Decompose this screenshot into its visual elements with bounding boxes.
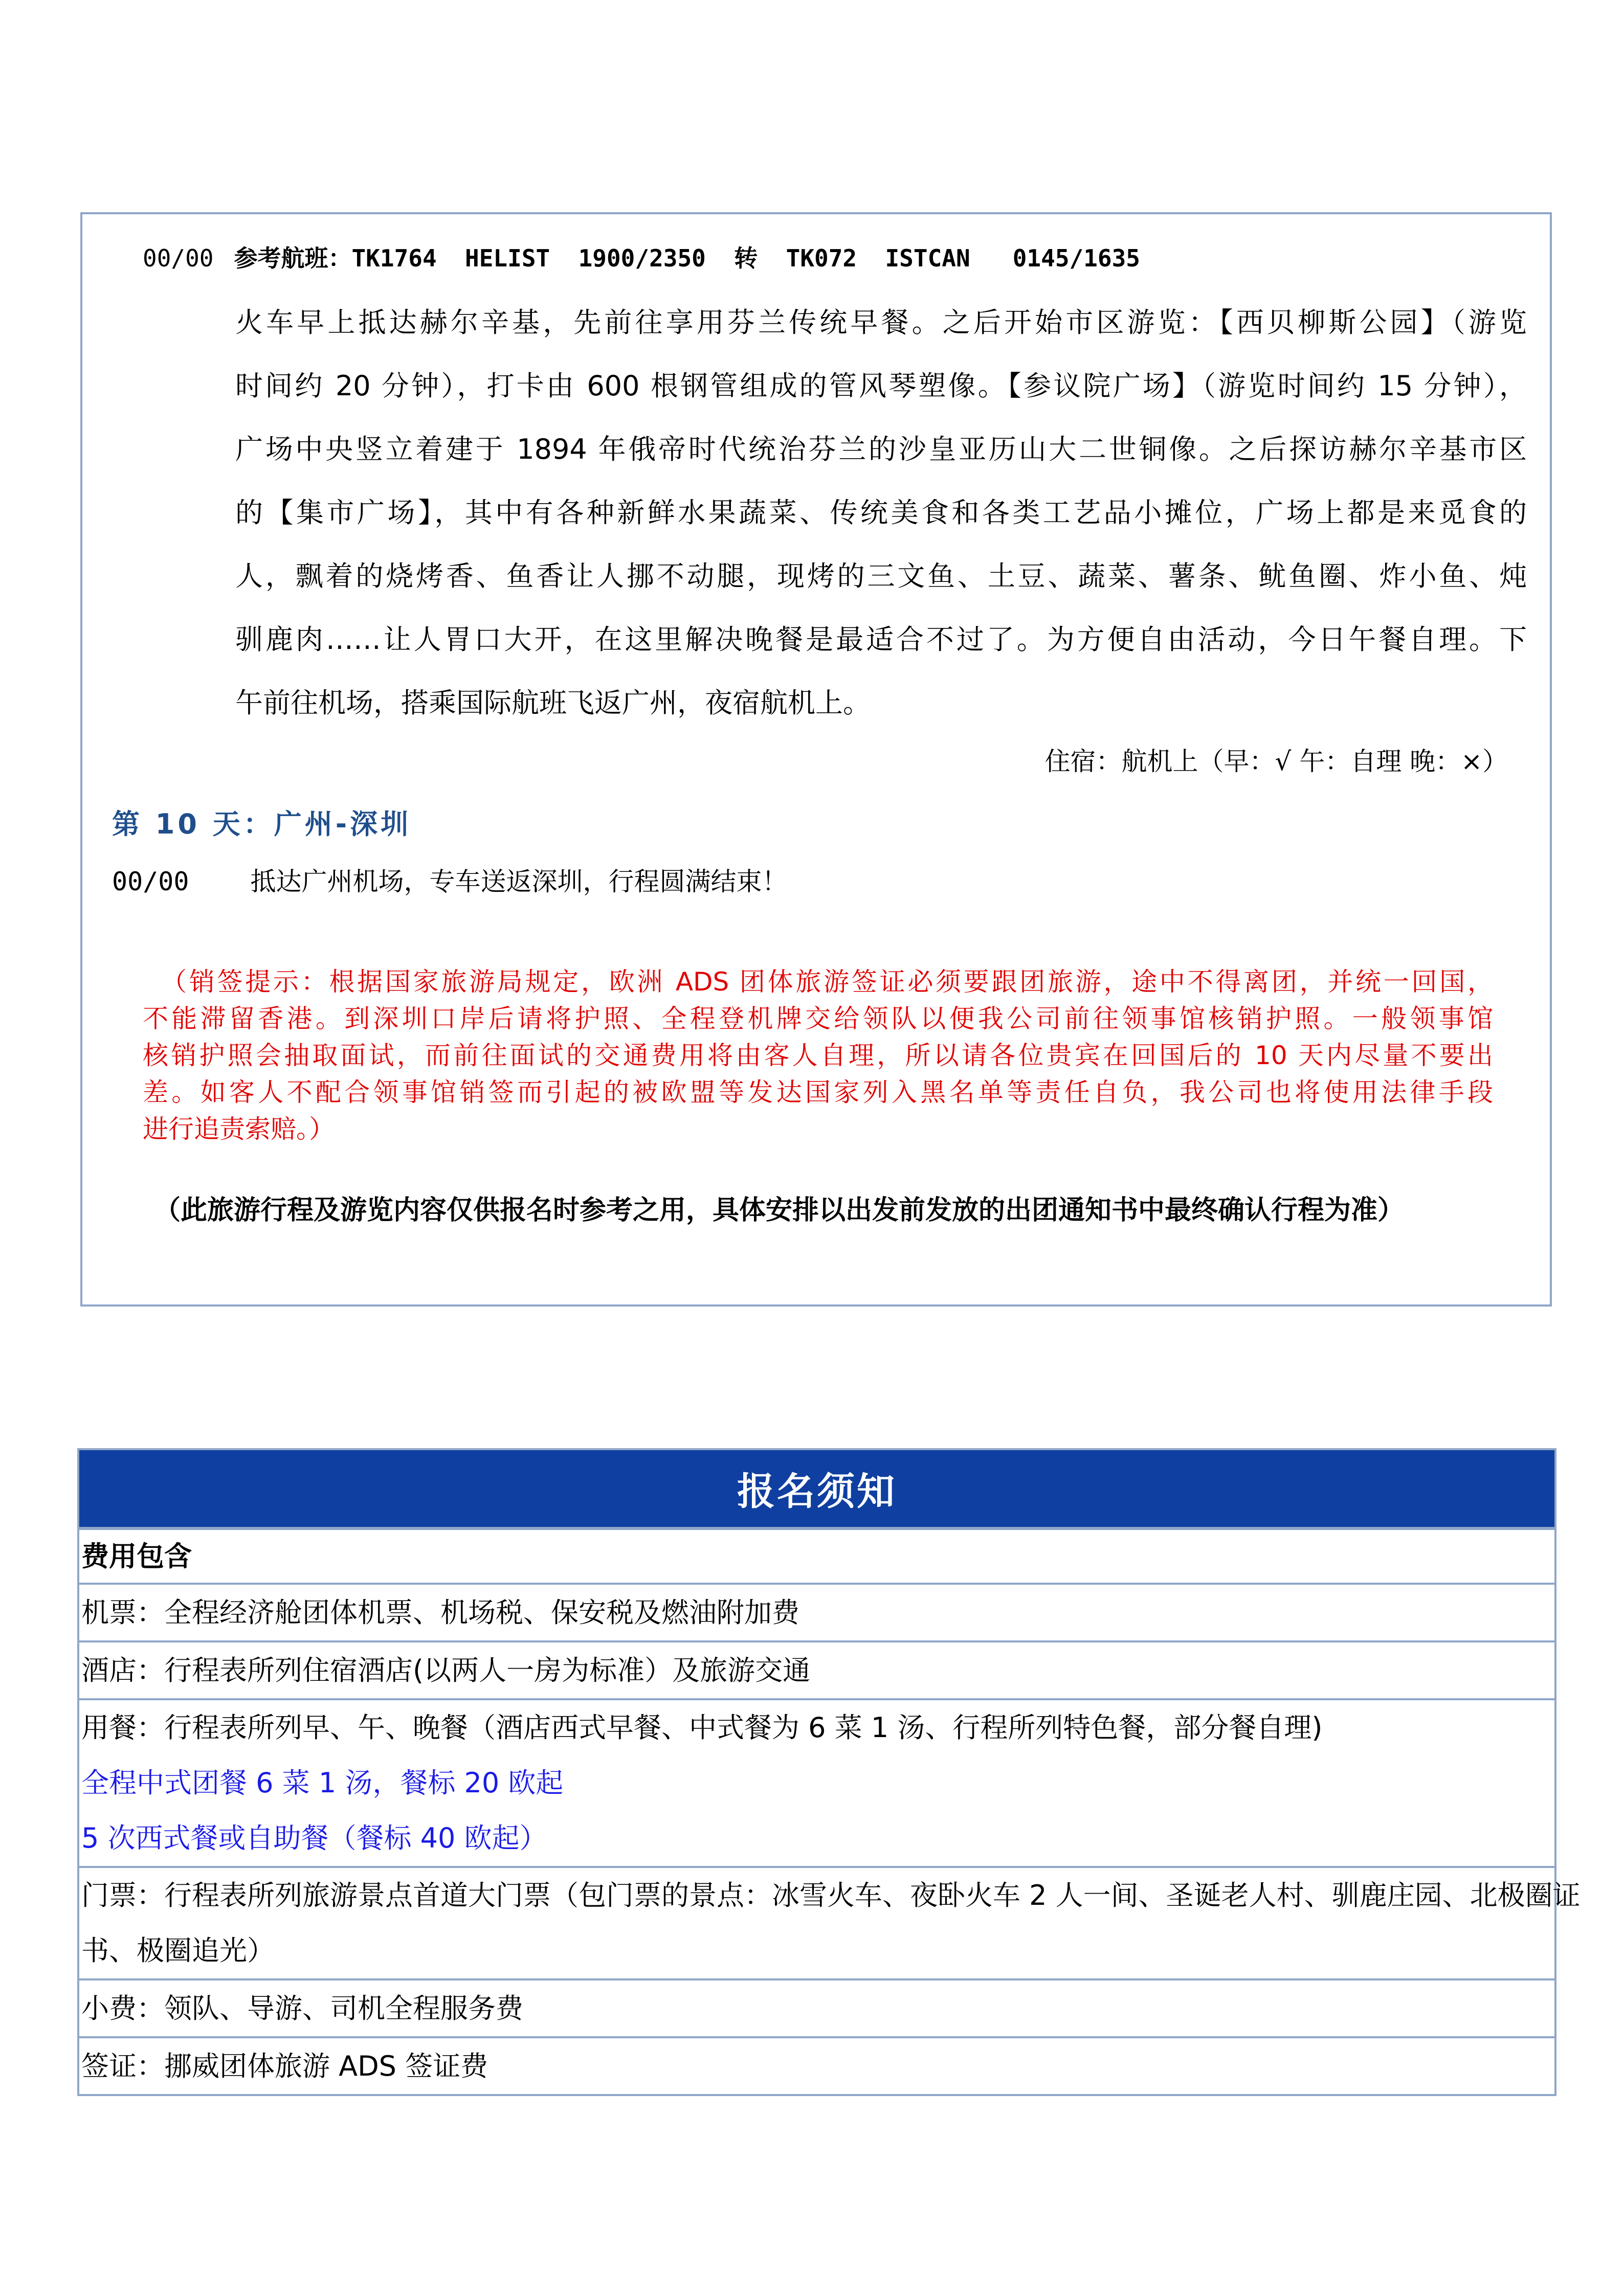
- description-line: 驯鹿肉……让人胃口大开，在这里解决晚餐是最适合不过了。为方便自由活动，今日午餐自理。下: [235, 623, 1527, 656]
- row-visa: 签证：挪威团体旅游 ADS 签证费: [79, 2036, 1554, 2094]
- tickets-text: 门票：行程表所列旅游景点首道大门票（包门票的景点：冰雪火车、夜卧火车 2 人一间、圣诞老人村、驯鹿庄园、北极圈证: [81, 1879, 1581, 1911]
- description-line: 广场中央竖立着建于 1894 年俄帝时代统治芬兰的沙皇亚历山大二世铜像。之后探访赫尔辛基市区: [235, 433, 1527, 465]
- flight-codes: TK1764 HELIST 1900/2350 转 TK072 ISTCAN 0145/1635: [351, 244, 1140, 272]
- row-meals: [79, 1698, 1554, 1866]
- flight-label: 参考航班：: [234, 244, 352, 272]
- description-line: 时间约 20 分钟），打卡由 600 根钢管组成的管风琴塑像。【参议院广场】（游览时间约 15 分钟），: [235, 370, 1527, 402]
- registration-title: 报名须知: [79, 1450, 1554, 1527]
- description-line: 午前往机场，搭乘国际航班飞返广州，夜宿航机上。: [235, 687, 871, 719]
- tickets-text-continued: 书、极圈追光）: [81, 1934, 275, 1967]
- meals-note-western: 5 次西式餐或自助餐（餐标 40 欧起）: [81, 1822, 547, 1854]
- day9-description: [235, 291, 1527, 735]
- itinerary-disclaimer: （此旅游行程及游览内容仅供报名时参考之用，具体安排以出发前发放的出团通知书中最终确认行程为准）: [154, 1195, 1405, 1226]
- notice-line: 核销护照会抽取面试，而前往面试的交通费用将由客人自理，所以请各位贵宾在回国后的 10 天内尽量不要出: [143, 1041, 1493, 1070]
- notice-line: （销签提示：根据国家旅游局规定，欧洲 ADS 团体旅游签证必须要跟团旅游，途中不得离团，并统一回国，: [161, 967, 1493, 997]
- day10-schedule: [112, 861, 788, 898]
- lodging-info: 住宿：航机上（早：√ 午：自理 晚：×）: [1044, 747, 1508, 776]
- notice-line: 差。如客人不配合领事馆销签而引起的被欧盟等发达国家列入黑名单等责任自负，我公司也将使用法律手段: [143, 1077, 1493, 1107]
- description-line: 火车早上抵达赫尔辛基，先前往享用芬兰传统早餐。之后开始市区游览：【西贝柳斯公园】（游览: [235, 306, 1527, 339]
- day10-text: 抵达广州机场，专车送返深圳，行程圆满结束！: [250, 867, 788, 896]
- row-airfare: 机票：全程经济舱团体机票、机场税、保安税及燃油附加费: [79, 1583, 1554, 1640]
- meals-note-chinese: 全程中式团餐 6 菜 1 汤，餐标 20 欧起: [81, 1767, 564, 1799]
- row-hotel: 酒店：行程表所列住宿酒店(以两人一房为标准）及旅游交通: [79, 1640, 1554, 1698]
- row-tips: 小费：领队、导游、司机全程服务费: [79, 1978, 1554, 2036]
- day10-time: 00/00: [112, 867, 189, 896]
- meals-text: 用餐：行程表所列早、午、晚餐（酒店西式早餐、中式餐为 6 菜 1 汤、行程所列特色餐，部分餐自理): [81, 1712, 1323, 1744]
- flight-info: [143, 240, 1140, 274]
- fee-includes-heading: 费用包含: [79, 1527, 1554, 1583]
- notice-line: 进行追责索赔。）: [143, 1114, 335, 1144]
- description-line: 人，飘着的烧烤香、鱼香让人挪不动腿，现烤的三文鱼、土豆、蔬菜、薯条、鱿鱼圈、炸小鱼、炖: [235, 560, 1527, 592]
- registration-table: [77, 1448, 1581, 2096]
- notice-line: 不能滞留香港。到深圳口岸后请将护照、全程登机牌交给领队以便我公司前往领事馆核销护照。一般领事馆: [143, 1004, 1493, 1033]
- visa-cancellation-notice: [143, 963, 1493, 1147]
- row-tickets: [79, 1866, 1581, 1978]
- flight-time: 00/00: [143, 244, 214, 272]
- itinerary-box: [80, 212, 1552, 1307]
- description-line: 的【集市广场】，其中有各种新鲜水果蔬菜、传统美食和各类工艺品小摊位，广场上都是来觅食的: [235, 497, 1527, 529]
- day10-title: 第 10 天：广州-深圳: [112, 808, 412, 840]
